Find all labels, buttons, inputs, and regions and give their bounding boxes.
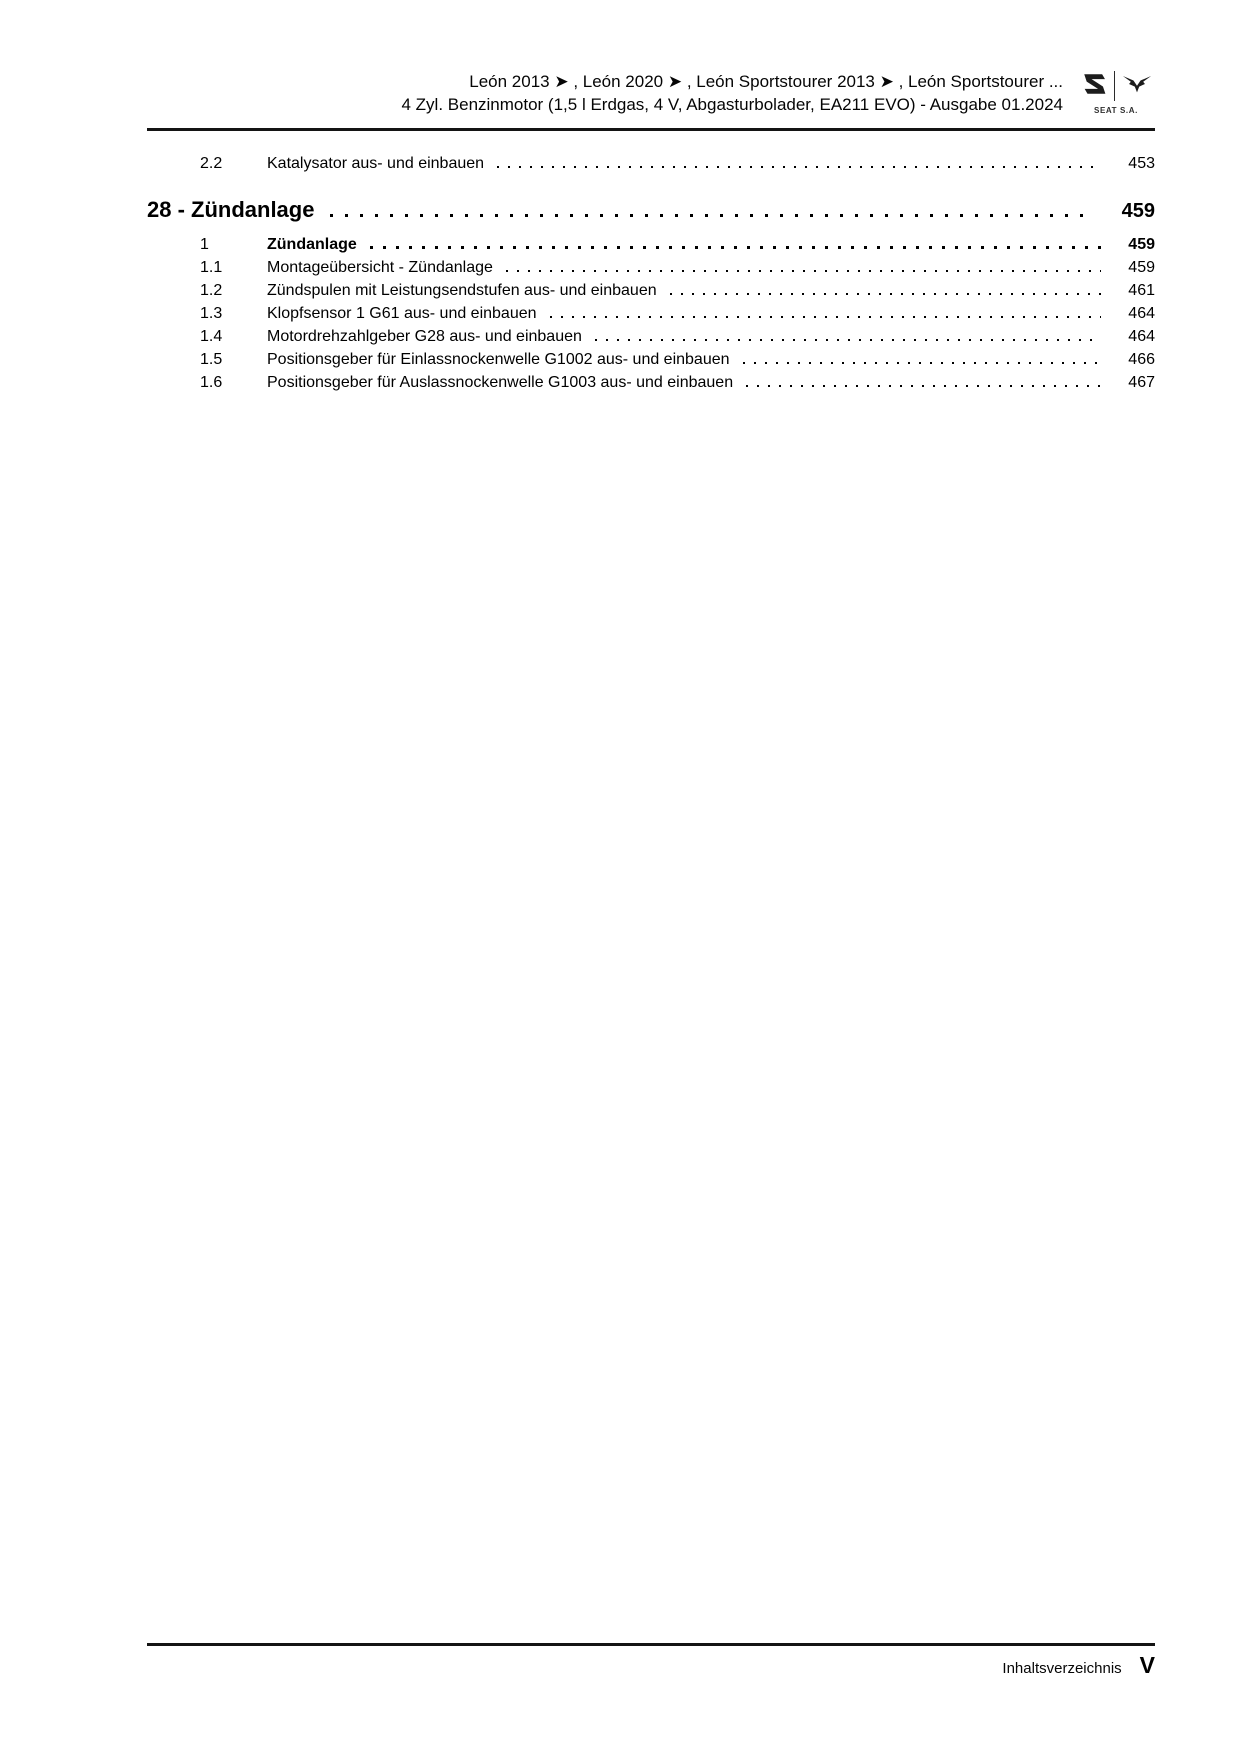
toc-entry-page: 464 bbox=[1128, 328, 1155, 345]
header-rule bbox=[147, 128, 1155, 131]
toc-entry-title: Zündanlage bbox=[267, 236, 357, 253]
dot-leader bbox=[370, 244, 1101, 249]
toc-chapter-label: 28 - Zündanlage bbox=[147, 197, 315, 222]
toc-row bbox=[147, 348, 1155, 371]
toc-pre-section-rows bbox=[147, 152, 1155, 175]
dot-leader bbox=[497, 164, 1101, 168]
dot-leader bbox=[670, 291, 1101, 295]
toc-entry-number: 1.2 bbox=[200, 282, 223, 299]
dot-leader bbox=[746, 383, 1101, 387]
toc-entry-title: Positionsgeber für Einlassnockenwelle G1002 aus- und einbauen bbox=[267, 351, 730, 368]
toc-entry-title: Montageübersicht - Zündanlage bbox=[267, 259, 493, 276]
toc-entry-page: 467 bbox=[1128, 374, 1155, 391]
toc-entry-title: Positionsgeber für Auslassnockenwelle G1003 aus- und einbauen bbox=[267, 374, 734, 391]
table-of-contents bbox=[147, 152, 1155, 394]
toc-entry-number: 2.2 bbox=[200, 155, 223, 172]
footer-rule bbox=[147, 1643, 1155, 1646]
toc-row bbox=[147, 233, 1155, 256]
toc-entry-title: Zündspulen mit Leistungsendstufen aus- und einbauen bbox=[267, 282, 657, 299]
toc-entry-number: 1.6 bbox=[200, 374, 223, 391]
toc-entry-page: 459 bbox=[1128, 236, 1155, 253]
toc-chapter-page: 459 bbox=[1121, 200, 1155, 222]
toc-row bbox=[147, 279, 1155, 302]
toc-row bbox=[147, 371, 1155, 394]
toc-row bbox=[147, 256, 1155, 279]
footer-label: Inhaltsverzeichnis bbox=[1002, 1660, 1122, 1677]
cupra-logo-icon bbox=[1122, 73, 1152, 100]
toc-entry-number: 1.5 bbox=[200, 351, 223, 368]
logo-caption: SEAT S.A. bbox=[1094, 106, 1138, 115]
toc-entry-number: 1.1 bbox=[200, 259, 223, 276]
toc-row bbox=[147, 152, 1155, 175]
brand-logo-block bbox=[1077, 64, 1155, 115]
dot-leader bbox=[506, 268, 1101, 272]
footer-page-number: V bbox=[1139, 1652, 1155, 1678]
toc-entry-title: Motordrehzahlgeber G28 aus- und einbauen bbox=[267, 328, 582, 345]
toc-entry-number: 1.4 bbox=[200, 328, 223, 345]
toc-row bbox=[147, 302, 1155, 325]
header-titles bbox=[147, 64, 1077, 116]
page-header bbox=[147, 64, 1155, 116]
toc-entry-page: 461 bbox=[1128, 282, 1155, 299]
header-engine-line: 4 Zyl. Benzinmotor (1,5 l Erdgas, 4 V, Abgasturbolader, EA211 EVO) - Ausgabe 01.2024 bbox=[401, 95, 1063, 114]
seat-logo-icon bbox=[1081, 71, 1107, 102]
dot-leader bbox=[550, 314, 1101, 318]
dot-leader bbox=[743, 360, 1101, 364]
toc-section-rows bbox=[147, 233, 1155, 394]
logo-divider bbox=[1114, 71, 1115, 101]
page-footer bbox=[1002, 1652, 1155, 1679]
toc-entry-title: Katalysator aus- und einbauen bbox=[267, 155, 485, 172]
dot-leader bbox=[330, 211, 1095, 217]
toc-entry-page: 459 bbox=[1128, 259, 1155, 276]
toc-entry-page: 464 bbox=[1128, 305, 1155, 322]
header-model-line: León 2013 ➤ , León 2020 ➤ , León Sportstourer 2013 ➤ , León Sportstourer ... bbox=[469, 72, 1063, 91]
toc-row bbox=[147, 325, 1155, 348]
toc-chapter-heading bbox=[147, 195, 1155, 226]
dot-leader bbox=[595, 337, 1101, 341]
toc-entry-number: 1.3 bbox=[200, 305, 223, 322]
toc-entry-number: 1 bbox=[200, 236, 209, 253]
toc-entry-title: Klopfsensor 1 G61 aus- und einbauen bbox=[267, 305, 537, 322]
toc-entry-page: 466 bbox=[1128, 351, 1155, 368]
toc-entry-page: 453 bbox=[1128, 155, 1155, 172]
